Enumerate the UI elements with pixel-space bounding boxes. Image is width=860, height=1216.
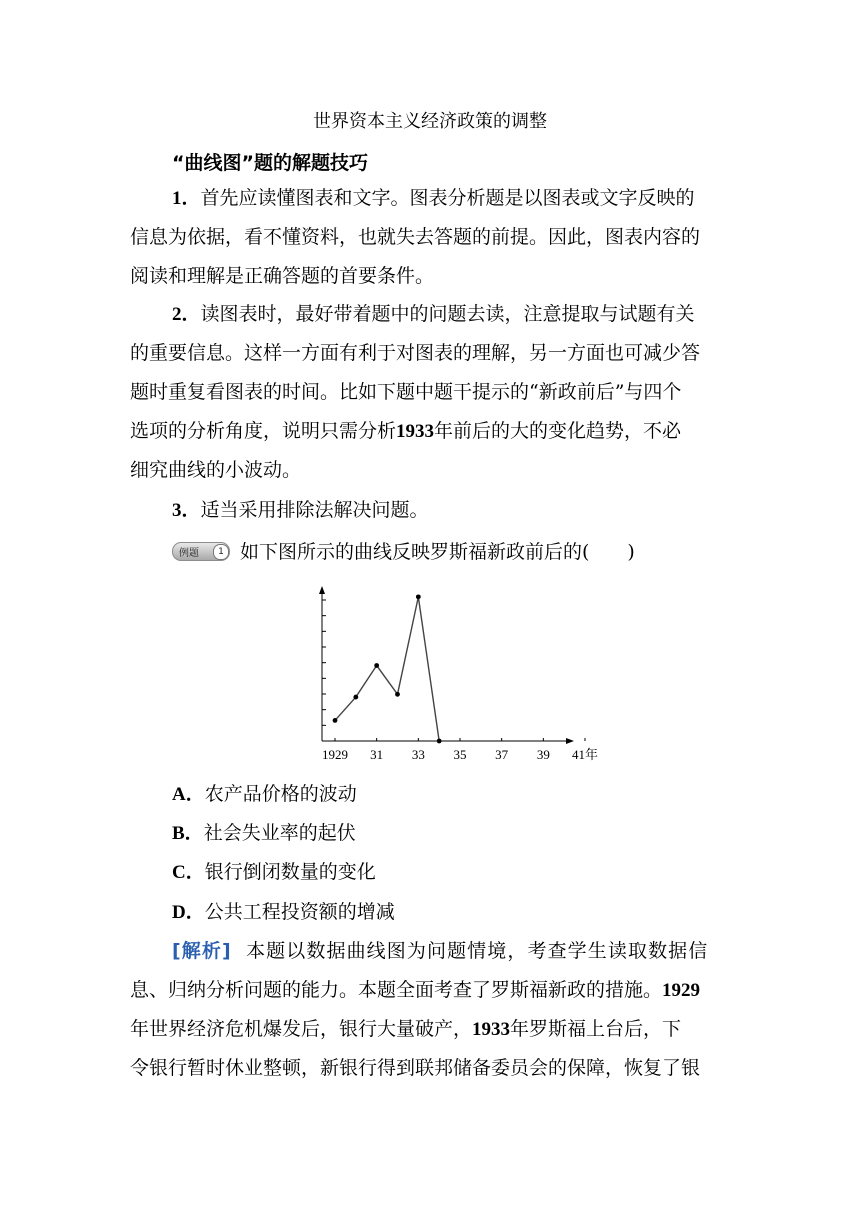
analysis-line-4: 令银行暂时休业整顿，新银行得到联邦储备委员会的保障，恢复了银	[130, 1057, 701, 1079]
option-d[interactable]	[172, 901, 772, 924]
analysis-text: 年罗斯福上台后，下	[510, 1018, 682, 1040]
example-badge-label: 例题	[179, 548, 199, 559]
example-badge-number: 1	[213, 544, 229, 560]
tip-number: 3．	[172, 500, 201, 521]
analysis-label: [解析]	[172, 940, 232, 962]
data-point	[374, 663, 379, 668]
x-tick-label: 31	[370, 747, 384, 762]
option-letter: B．	[172, 823, 204, 844]
analysis-text: 本题以数据曲线图为问题情境，考查学生读取数据信	[246, 940, 709, 962]
data-point	[416, 594, 421, 599]
analysis-line-3	[130, 1018, 730, 1041]
option-a[interactable]	[172, 783, 772, 806]
tip-text: 适当采用排除法解决问题。	[200, 499, 429, 521]
option-text: 农产品价格的波动	[204, 783, 357, 805]
tip-2-line-5: 细究曲线的小波动。	[130, 459, 302, 481]
option-letter: A．	[172, 784, 205, 805]
analysis-text: 年世界经济危机爆发后，银行大量破产，	[130, 1018, 473, 1040]
year-number: 1929	[662, 980, 701, 1001]
x-tick-label: 41年	[571, 747, 599, 762]
option-text: 银行倒闭数量的变化	[204, 861, 376, 883]
x-axis-arrow	[566, 738, 574, 744]
tip-text: 年前后的大的变化趋势，不必	[434, 420, 682, 442]
tip-text: 选项的分析角度，说明只需分析	[130, 420, 397, 442]
tip-2-line-4	[130, 420, 730, 443]
tip-text: 读图表时，最好带着题中的问题去读，注意提取与试题有关	[200, 303, 695, 325]
tip-1-line-1	[172, 187, 772, 210]
year-number: 1933	[472, 1019, 511, 1040]
y-axis-arrow	[319, 586, 325, 594]
tip-1-line-2: 信息为依据，看不懂资料，也就失去答题的前提。因此，图表内容的	[130, 226, 701, 248]
data-point	[395, 692, 400, 697]
example-question: 如下图所示的曲线反映罗斯福新政前后的( )	[240, 541, 635, 563]
analysis-line-1	[172, 940, 772, 962]
x-tick-label: 39	[536, 747, 550, 762]
tip-1-line-3: 阅读和理解是正确答题的首要条件。	[130, 265, 435, 287]
x-tick-label: 37	[495, 747, 509, 762]
option-letter: D．	[172, 902, 205, 923]
analysis-line-2	[130, 979, 730, 1002]
option-letter: C．	[172, 862, 205, 883]
tip-number: 2．	[172, 304, 201, 325]
section-heading: “曲线图”题的解题技巧	[172, 152, 368, 174]
example-badge	[172, 542, 230, 561]
tip-3-line-1	[172, 499, 772, 522]
data-point	[437, 739, 442, 744]
page-title: 世界资本主义经济政策的调整	[313, 111, 547, 132]
tip-2-line-1	[172, 303, 772, 326]
tip-2-line-3: 题时重复看图表的时间。比如下题中题干提示的“新政前后”与四个	[130, 381, 682, 403]
option-c[interactable]	[172, 861, 772, 884]
tip-text: 首先应读懂图表和文字。图表分析题是以图表或文字反映的	[200, 187, 695, 209]
data-point	[333, 718, 338, 723]
x-tick-label: 1929	[322, 747, 348, 762]
analysis-text: 息、归纳分析问题的能力。本题全面考查了罗斯福新政的措施。	[130, 979, 663, 1001]
x-tick-label: 33	[411, 747, 425, 762]
tip-number: 1．	[172, 188, 201, 209]
series-line	[335, 597, 439, 741]
x-tick-label: 35	[453, 747, 467, 762]
tip-2-line-2: 的重要信息。这样一方面有利于对图表的理解，另一方面也可减少答	[130, 342, 701, 364]
option-b[interactable]	[172, 822, 772, 845]
year-number: 1933	[396, 421, 435, 442]
data-point	[353, 695, 358, 700]
option-text: 公共工程投资额的增减	[204, 901, 395, 923]
option-text: 社会失业率的起伏	[203, 822, 356, 844]
